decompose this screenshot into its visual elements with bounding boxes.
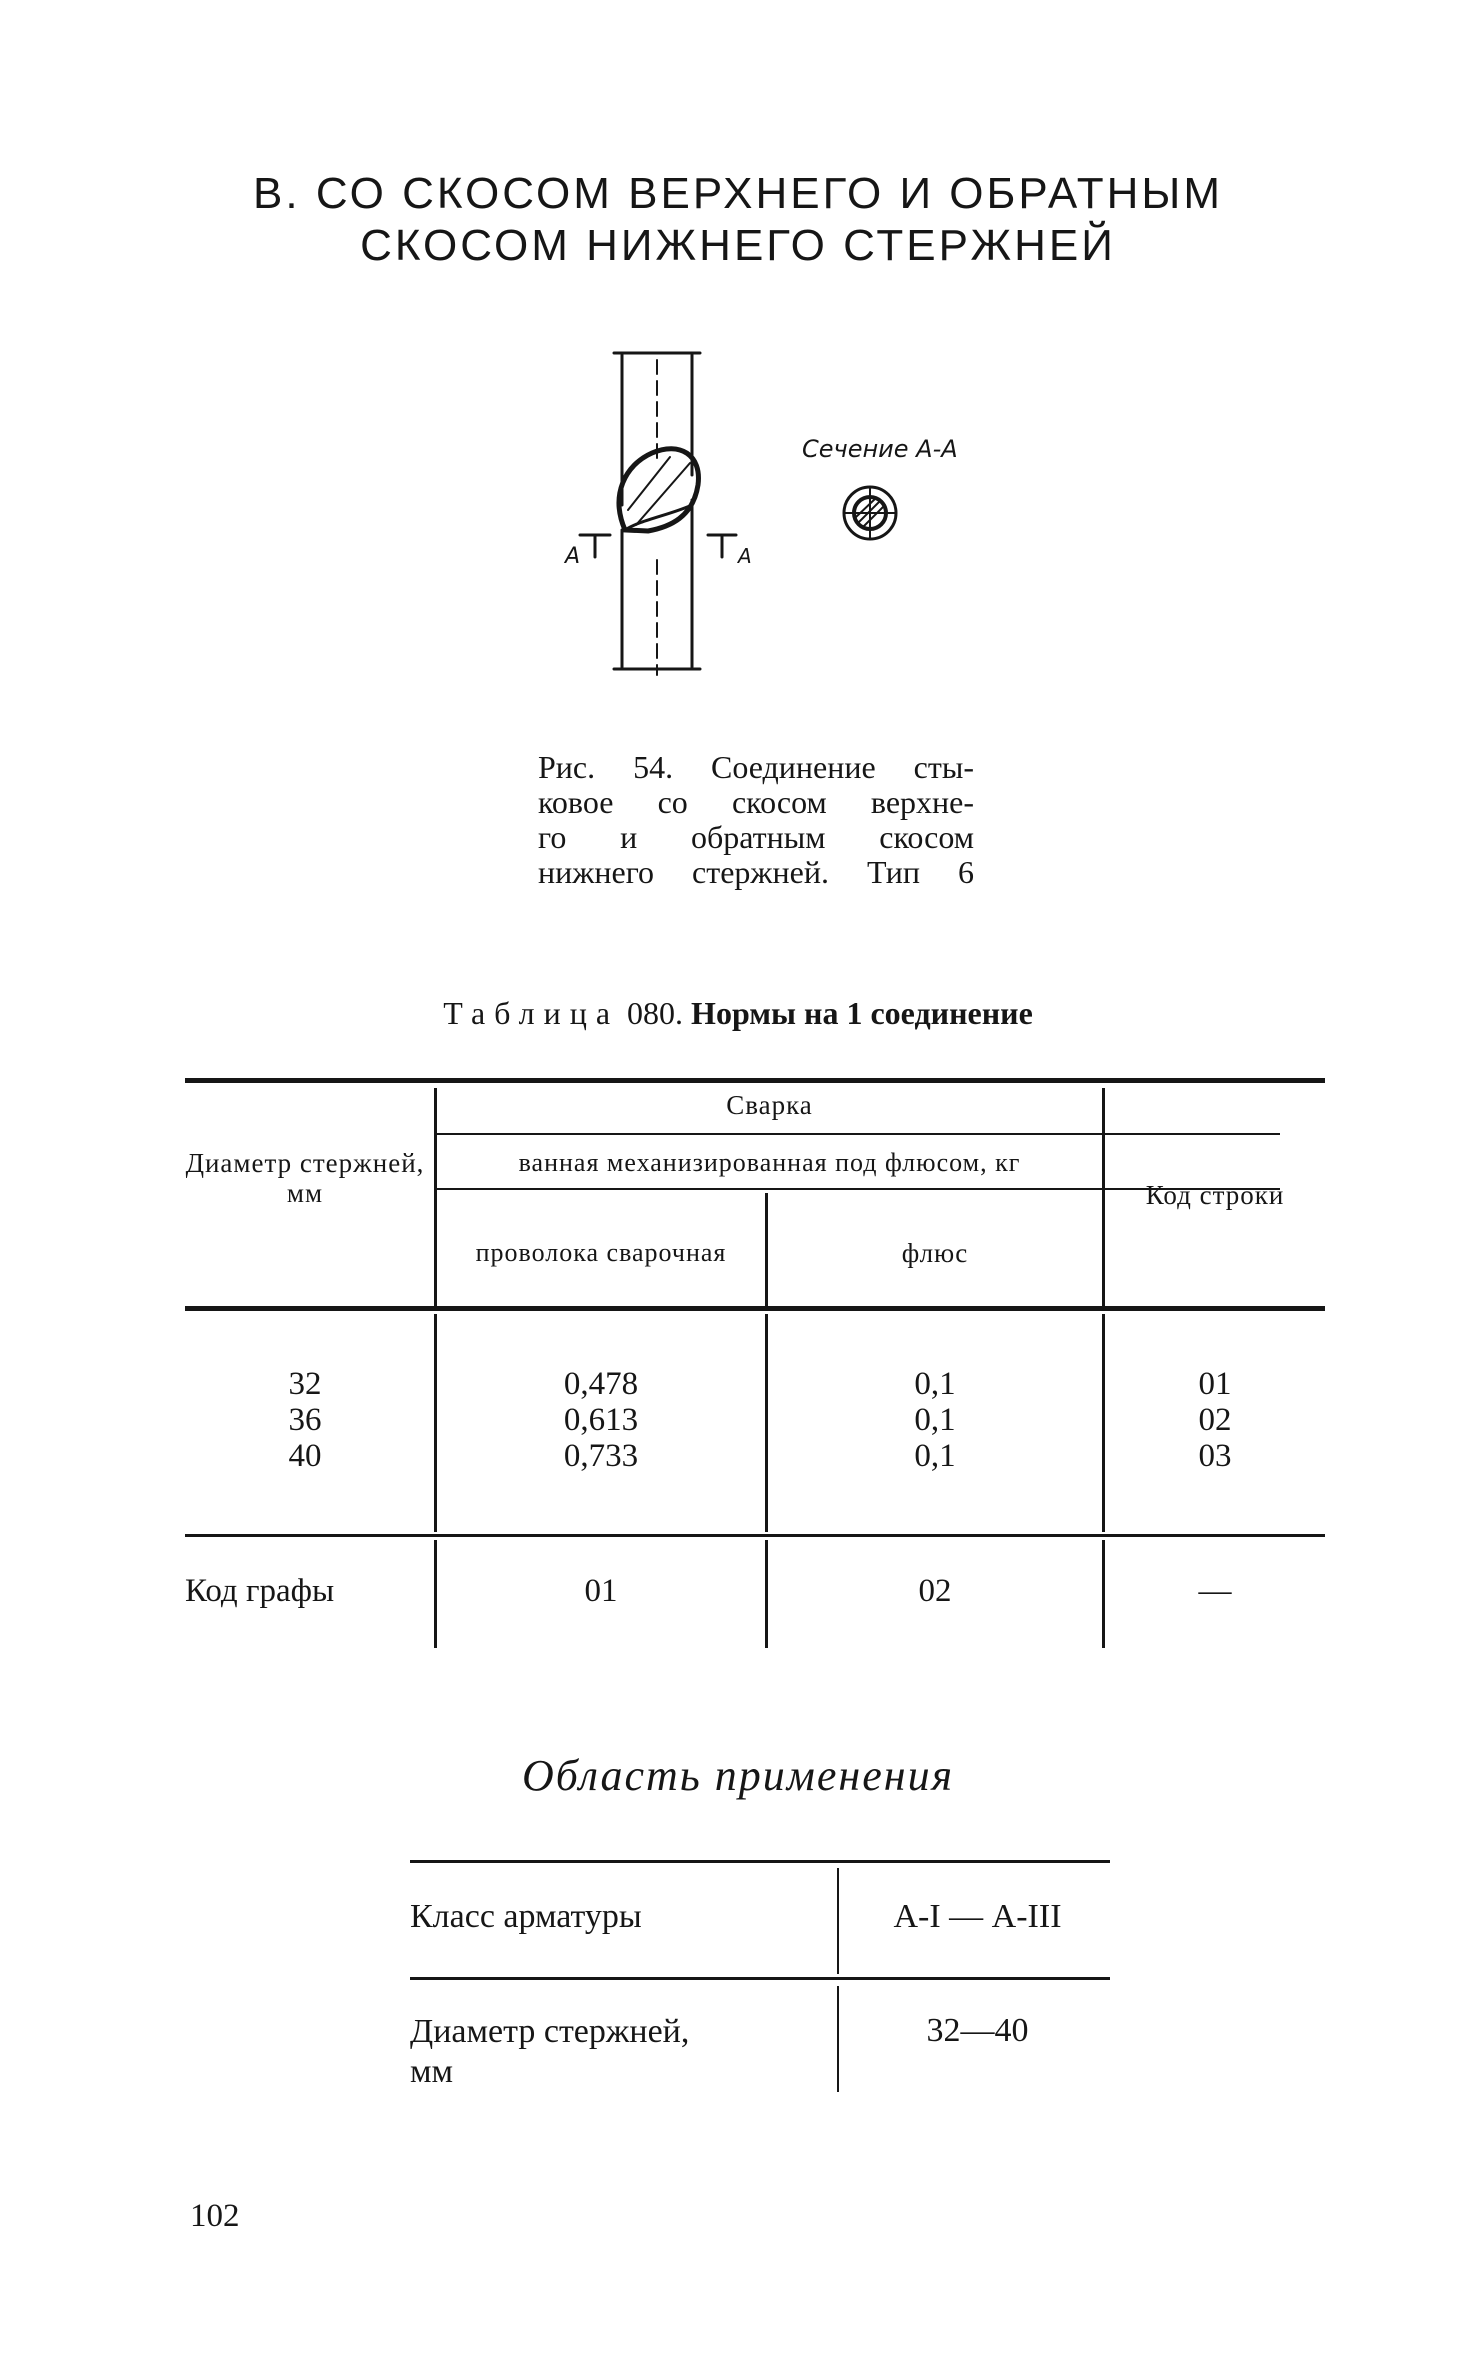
table-caption — [0, 995, 1476, 1032]
cell-diameter: 36 — [288, 1402, 322, 1438]
table-caption-number: 080. — [627, 995, 684, 1031]
section-label: Сечение А-А — [802, 435, 958, 463]
app-col-divider — [837, 1986, 839, 2092]
app-value-diameter: 32—40 — [926, 2012, 1029, 2049]
caption-line: ковое со скосом верхне- — [538, 784, 974, 820]
app-label-class: Класс арматуры — [410, 1898, 642, 1935]
table-caption-title: Нормы на 1 соединение — [691, 995, 1033, 1031]
cell-flux: 0,1 — [914, 1438, 956, 1474]
cell-wire: 0,613 — [563, 1402, 639, 1438]
caption-line: нижнего стержней. Тип 6 — [538, 854, 974, 890]
app-col-divider — [837, 1868, 839, 1974]
figure-caption — [538, 750, 974, 890]
footer-wire-code: 01 — [584, 1573, 618, 1609]
table-row — [437, 1366, 765, 1474]
footer-label: Код графы — [185, 1573, 335, 1609]
app-middle-rule — [410, 1977, 1110, 1980]
left-section-mark: А — [565, 544, 581, 569]
col-divider — [434, 1088, 437, 1310]
header-diameter: Диаметр стержней, мм — [185, 1148, 425, 1208]
header-row-code: Код строки — [1145, 1180, 1285, 1210]
norms-table — [185, 1078, 1325, 1648]
cell-wire: 0,478 — [563, 1366, 639, 1402]
footer-flux-code: 02 — [918, 1573, 952, 1609]
table-row — [185, 1366, 425, 1474]
joint-drawing — [540, 345, 980, 685]
table-caption-prefix: Таблица — [443, 995, 620, 1031]
header-wire: проволока сварочная — [475, 1238, 727, 1267]
body-bottom-rule — [185, 1534, 1325, 1537]
cell-flux: 0,1 — [914, 1402, 956, 1438]
cell-row-code: 02 — [1198, 1402, 1232, 1438]
header-flux: флюс — [901, 1238, 969, 1268]
header-method: ванная механизированная под флюсом, кг — [518, 1148, 1021, 1177]
cell-row-code: 01 — [1198, 1366, 1232, 1402]
header-bottom-rule — [185, 1306, 1325, 1311]
cell-diameter: 32 — [288, 1366, 322, 1402]
app-value-class: А-I — А-III — [893, 1898, 1062, 1935]
footer-row-code: — — [1198, 1573, 1232, 1609]
cell-flux: 0,1 — [914, 1366, 956, 1402]
section-heading-line1: В. СО СКОСОМ ВЕРХНЕГО И ОБРАТНЫМ — [253, 169, 1223, 218]
table-row — [1105, 1366, 1325, 1474]
caption-line: го и обратным скосом — [538, 819, 974, 855]
cell-row-code: 03 — [1198, 1438, 1232, 1474]
table-top-rule — [185, 1078, 1325, 1083]
right-section-mark: А — [738, 544, 752, 568]
application-title: Область применения — [521, 1751, 955, 1800]
section-heading-line2: СКОСОМ НИЖНЕГО СТЕРЖНЕЙ — [360, 221, 1116, 270]
page-number: 102 — [190, 2198, 240, 2234]
app-top-rule — [410, 1860, 1110, 1863]
caption-line: Рис. 54. Соединение сты- — [538, 749, 974, 785]
joint-figure — [540, 345, 980, 690]
group-rule — [435, 1133, 1280, 1135]
header-welding: Сварка — [726, 1090, 813, 1120]
cell-diameter: 40 — [288, 1438, 322, 1474]
table-row — [768, 1366, 1102, 1474]
application-table — [410, 1860, 1110, 2100]
cell-wire: 0,733 — [563, 1438, 639, 1474]
app-label-diameter: Диаметр стержней, мм — [410, 2013, 690, 2090]
